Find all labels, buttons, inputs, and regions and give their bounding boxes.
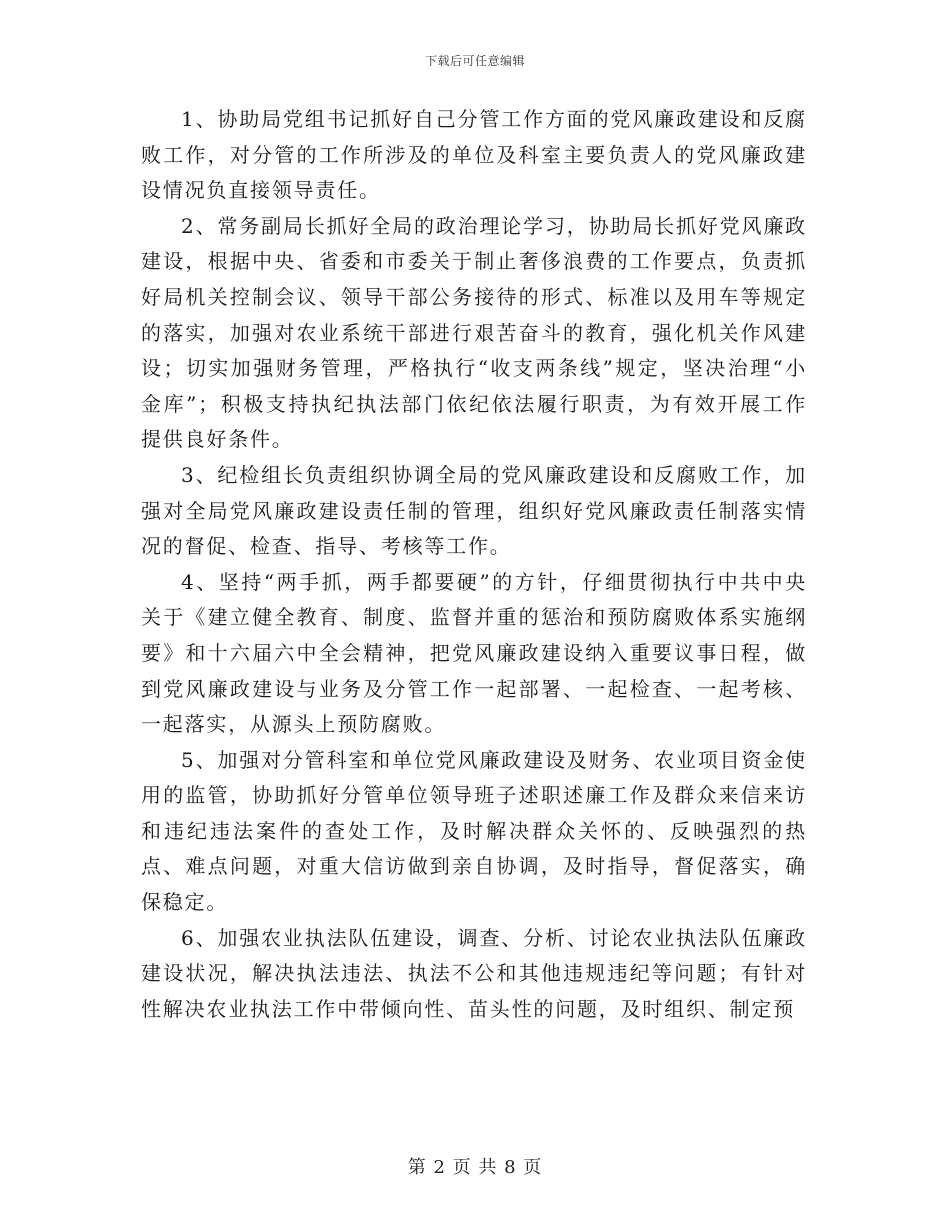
paragraph-4: 4、坚持“两手抓，两手都要硬”的方针，仔细贯彻执行中共中央关于《建立健全教育、制度、监督并重的惩治和预防腐败体系实施纲要》和十六届六中全会精神，把党风廉政建设纳入重要议事日程，做到党风廉政建设与业务及分管工作一起部署、一起检查、一起考核、一起落实，从源头上预防腐败。 [141,569,807,737]
paragraph-3: 3、纪检组长负责组织协调全局的党风廉政建设和反腐败工作，加强对全局党风廉政建设责任制的管理，组织好党风廉政责任制落实情况的督促、检查、指导、考核等工作。 [141,462,807,559]
paragraph-2: 2、常务副局长抓好全局的政治理论学习，协助局长抓好党风廉政建设，根据中央、省委和市委关于制止奢侈浪费的工作要点，负责抓好局机关控制会议、领导干部公务接待的形式、标准以及用车等规定的落实，加强对农业系统干部进行艰苦奋斗的教育，强化机关作风建设；切实加强财务管理，严格执行“收支两条线”规定，坚决治理“小金库”；积极支持执纪执法部门依纪依法履行职责，为有效开展工作提供良好条件。 [141,213,807,452]
page-header: 下载后可任意编辑 [424,54,525,68]
paragraph-5: 5、加强对分管科室和单位党风廉政建设及财务、农业项目资金使用的监管，协助抓好分管单位领导班子述职述廉工作及群众来信来访和违纪违法案件的查处工作，及时解决群众关怀的、反映强烈的热点、难点问题，对重大信访做到亲自协调，及时指导，督促落实，确保稳定。 [141,747,807,915]
document-body [141,102,807,1027]
paragraph-6: 6、加强农业执法队伍建设，调查、分析、讨论农业执法队伍廉政建设状况，解决执法违法、执法不公和其他违规违纪等问题；有针对性解决农业执法工作中带倾向性、苗头性的问题，及时组织、制定预 [141,925,807,1021]
paragraph-1: 1、协助局党组书记抓好自己分管工作方面的党风廉政建设和反腐败工作，对分管的工作所涉及的单位及科室主要负责人的党风廉政建设情况负直接领导责任。 [141,107,807,203]
page-footer-page-number: 第 2 页 共 8 页 [407,1157,543,1178]
